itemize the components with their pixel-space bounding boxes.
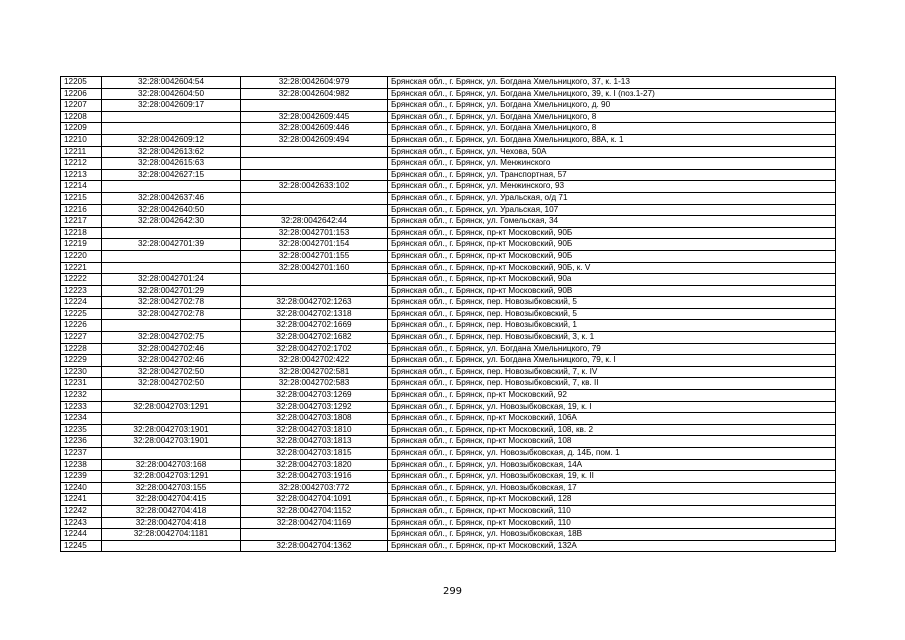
row-number-cell: 12239 bbox=[61, 471, 102, 483]
row-number-cell: 12233 bbox=[61, 401, 102, 413]
land-cadastral-number-cell: 32:28:0042702:46 bbox=[102, 343, 241, 355]
building-cadastral-number-cell bbox=[241, 529, 388, 541]
address-cell: Брянская обл., г. Брянск, ул. Менжинского, 93 bbox=[388, 181, 836, 193]
address-cell: Брянская обл., г. Брянск, пер. Новозыбковский, 5 bbox=[388, 297, 836, 309]
row-number-cell: 12224 bbox=[61, 297, 102, 309]
table-row bbox=[61, 308, 836, 320]
table-row bbox=[61, 436, 836, 448]
land-cadastral-number-cell: 32:28:0042702:78 bbox=[102, 297, 241, 309]
table-row bbox=[61, 262, 836, 274]
building-cadastral-number-cell bbox=[241, 100, 388, 112]
row-number-cell: 12220 bbox=[61, 250, 102, 262]
building-cadastral-number-cell bbox=[241, 169, 388, 181]
address-cell: Брянская обл., г. Брянск, ул. Богдана Хмельницкого, 79 bbox=[388, 343, 836, 355]
row-number-cell: 12205 bbox=[61, 77, 102, 89]
land-cadastral-number-cell: 32:28:0042637:46 bbox=[102, 192, 241, 204]
land-cadastral-number-cell: 32:28:0042604:50 bbox=[102, 88, 241, 100]
address-cell: Брянская обл., г. Брянск, пр-кт Московский, 90Б bbox=[388, 250, 836, 262]
row-number-cell: 12214 bbox=[61, 181, 102, 193]
building-cadastral-number-cell bbox=[241, 285, 388, 297]
building-cadastral-number-cell: 32:28:0042702:1669 bbox=[241, 320, 388, 332]
land-cadastral-number-cell: 32:28:0042604:54 bbox=[102, 77, 241, 89]
building-cadastral-number-cell: 32:28:0042701:160 bbox=[241, 262, 388, 274]
table-row bbox=[61, 401, 836, 413]
row-number-cell: 12243 bbox=[61, 517, 102, 529]
land-cadastral-number-cell: 32:28:0042703:1291 bbox=[102, 401, 241, 413]
table-row bbox=[61, 134, 836, 146]
table-row bbox=[61, 77, 836, 89]
table-row bbox=[61, 158, 836, 170]
building-cadastral-number-cell: 32:28:0042702:583 bbox=[241, 378, 388, 390]
address-cell: Брянская обл., г. Брянск, пр-кт Московский, 110 bbox=[388, 517, 836, 529]
address-cell: Брянская обл., г. Брянск, пр-кт Московский, 90Б, к. V bbox=[388, 262, 836, 274]
building-cadastral-number-cell: 32:28:0042609:445 bbox=[241, 111, 388, 123]
building-cadastral-number-cell bbox=[241, 274, 388, 286]
table-row bbox=[61, 540, 836, 552]
row-number-cell: 12225 bbox=[61, 308, 102, 320]
land-cadastral-number-cell: 32:28:0042702:50 bbox=[102, 378, 241, 390]
land-cadastral-number-cell bbox=[102, 320, 241, 332]
table-row bbox=[61, 88, 836, 100]
land-cadastral-number-cell: 32:28:0042704:415 bbox=[102, 494, 241, 506]
building-cadastral-number-cell: 32:28:0042703:1808 bbox=[241, 413, 388, 425]
address-cell: Брянская обл., г. Брянск, ул. Уральская, о/д 71 bbox=[388, 192, 836, 204]
row-number-cell: 12210 bbox=[61, 134, 102, 146]
row-number-cell: 12237 bbox=[61, 448, 102, 460]
table-row bbox=[61, 505, 836, 517]
row-number-cell: 12221 bbox=[61, 262, 102, 274]
address-cell: Брянская обл., г. Брянск, пер. Новозыбковский, 7, к. IV bbox=[388, 366, 836, 378]
land-cadastral-number-cell bbox=[102, 123, 241, 135]
building-cadastral-number-cell bbox=[241, 158, 388, 170]
building-cadastral-number-cell: 32:28:0042702:581 bbox=[241, 366, 388, 378]
table-row bbox=[61, 239, 836, 251]
address-cell: Брянская обл., г. Брянск, ул. Новозыбковская, 19, к. II bbox=[388, 471, 836, 483]
land-cadastral-number-cell: 32:28:0042702:46 bbox=[102, 355, 241, 367]
address-cell: Брянская обл., г. Брянск, ул. Новозыбковская, д. 14Б, пом. 1 bbox=[388, 448, 836, 460]
building-cadastral-number-cell: 32:28:0042701:155 bbox=[241, 250, 388, 262]
building-cadastral-number-cell: 32:28:0042704:1362 bbox=[241, 540, 388, 552]
table-row bbox=[61, 181, 836, 193]
building-cadastral-number-cell: 32:28:0042702:1682 bbox=[241, 332, 388, 344]
row-number-cell: 12236 bbox=[61, 436, 102, 448]
table-row bbox=[61, 192, 836, 204]
building-cadastral-number-cell bbox=[241, 192, 388, 204]
address-cell: Брянская обл., г. Брянск, пер. Новозыбковский, 5 bbox=[388, 308, 836, 320]
building-cadastral-number-cell: 32:28:0042604:982 bbox=[241, 88, 388, 100]
property-table bbox=[60, 76, 836, 552]
table-row bbox=[61, 285, 836, 297]
address-cell: Брянская обл., г. Брянск, пр-кт Московский, 108 bbox=[388, 436, 836, 448]
row-number-cell: 12218 bbox=[61, 227, 102, 239]
table-row bbox=[61, 250, 836, 262]
table-row bbox=[61, 355, 836, 367]
land-cadastral-number-cell: 32:28:0042704:1181 bbox=[102, 529, 241, 541]
table-row bbox=[61, 482, 836, 494]
row-number-cell: 12208 bbox=[61, 111, 102, 123]
address-cell: Брянская обл., г. Брянск, пр-кт Московский, 90Б bbox=[388, 239, 836, 251]
row-number-cell: 12206 bbox=[61, 88, 102, 100]
table-row bbox=[61, 494, 836, 506]
table-row bbox=[61, 343, 836, 355]
land-cadastral-number-cell: 32:28:0042701:29 bbox=[102, 285, 241, 297]
row-number-cell: 12240 bbox=[61, 482, 102, 494]
row-number-cell: 12223 bbox=[61, 285, 102, 297]
row-number-cell: 12241 bbox=[61, 494, 102, 506]
table-row bbox=[61, 169, 836, 181]
land-cadastral-number-cell bbox=[102, 181, 241, 193]
row-number-cell: 12209 bbox=[61, 123, 102, 135]
building-cadastral-number-cell: 32:28:0042703:1269 bbox=[241, 390, 388, 402]
address-cell: Брянская обл., г. Брянск, ул. Новозыбковская, 17 bbox=[388, 482, 836, 494]
address-cell: Брянская обл., г. Брянск, ул. Транспортная, 57 bbox=[388, 169, 836, 181]
address-cell: Брянская обл., г. Брянск, ул. Богдана Хмельницкого, 8 bbox=[388, 111, 836, 123]
row-number-cell: 12216 bbox=[61, 204, 102, 216]
row-number-cell: 12222 bbox=[61, 274, 102, 286]
land-cadastral-number-cell bbox=[102, 390, 241, 402]
address-cell: Брянская обл., г. Брянск, пр-кт Московский, 92 bbox=[388, 390, 836, 402]
land-cadastral-number-cell: 32:28:0042640:50 bbox=[102, 204, 241, 216]
table-row bbox=[61, 390, 836, 402]
table-row bbox=[61, 378, 836, 390]
building-cadastral-number-cell: 32:28:0042704:1169 bbox=[241, 517, 388, 529]
address-cell: Брянская обл., г. Брянск, пр-кт Московский, 106А bbox=[388, 413, 836, 425]
table-row bbox=[61, 529, 836, 541]
building-cadastral-number-cell: 32:28:0042703:1813 bbox=[241, 436, 388, 448]
building-cadastral-number-cell: 32:28:0042703:1810 bbox=[241, 424, 388, 436]
table-body bbox=[61, 77, 836, 552]
document-sheet bbox=[60, 76, 836, 552]
row-number-cell: 12245 bbox=[61, 540, 102, 552]
row-number-cell: 12226 bbox=[61, 320, 102, 332]
building-cadastral-number-cell: 32:28:0042704:1152 bbox=[241, 505, 388, 517]
address-cell: Брянская обл., г. Брянск, ул. Богдана Хмельницкого, 88А, к. 1 bbox=[388, 134, 836, 146]
address-cell: Брянская обл., г. Брянск, ул. Гомельская, 34 bbox=[388, 216, 836, 228]
address-cell: Брянская обл., г. Брянск, ул. Менжинского bbox=[388, 158, 836, 170]
address-cell: Брянская обл., г. Брянск, пр-кт Московский, 108, кв. 2 bbox=[388, 424, 836, 436]
row-number-cell: 12229 bbox=[61, 355, 102, 367]
row-number-cell: 12213 bbox=[61, 169, 102, 181]
row-number-cell: 12235 bbox=[61, 424, 102, 436]
building-cadastral-number-cell: 32:28:0042604:979 bbox=[241, 77, 388, 89]
address-cell: Брянская обл., г. Брянск, пр-кт Московский, 132А bbox=[388, 540, 836, 552]
row-number-cell: 12211 bbox=[61, 146, 102, 158]
table-row bbox=[61, 517, 836, 529]
row-number-cell: 12227 bbox=[61, 332, 102, 344]
address-cell: Брянская обл., г. Брянск, ул. Богдана Хмельницкого, 79, к. I bbox=[388, 355, 836, 367]
table-row bbox=[61, 274, 836, 286]
row-number-cell: 12212 bbox=[61, 158, 102, 170]
table-row bbox=[61, 413, 836, 425]
row-number-cell: 12228 bbox=[61, 343, 102, 355]
building-cadastral-number-cell bbox=[241, 146, 388, 158]
table-row bbox=[61, 297, 836, 309]
table-row bbox=[61, 448, 836, 460]
table-row bbox=[61, 204, 836, 216]
table-row bbox=[61, 100, 836, 112]
row-number-cell: 12231 bbox=[61, 378, 102, 390]
land-cadastral-number-cell: 32:28:0042609:12 bbox=[102, 134, 241, 146]
table-row bbox=[61, 332, 836, 344]
table-row bbox=[61, 424, 836, 436]
land-cadastral-number-cell bbox=[102, 227, 241, 239]
land-cadastral-number-cell: 32:28:0042613:62 bbox=[102, 146, 241, 158]
land-cadastral-number-cell: 32:28:0042627:15 bbox=[102, 169, 241, 181]
building-cadastral-number-cell: 32:28:0042702:1263 bbox=[241, 297, 388, 309]
land-cadastral-number-cell: 32:28:0042702:75 bbox=[102, 332, 241, 344]
land-cadastral-number-cell: 32:28:0042703:1291 bbox=[102, 471, 241, 483]
address-cell: Брянская обл., г. Брянск, пр-кт Московский, 90а bbox=[388, 274, 836, 286]
address-cell: Брянская обл., г. Брянск, пер. Новозыбковский, 7, кв. II bbox=[388, 378, 836, 390]
table-row bbox=[61, 123, 836, 135]
page-number: 299 bbox=[442, 586, 463, 597]
building-cadastral-number-cell: 32:28:0042609:446 bbox=[241, 123, 388, 135]
building-cadastral-number-cell: 32:28:0042703:1292 bbox=[241, 401, 388, 413]
land-cadastral-number-cell: 32:28:0042701:24 bbox=[102, 274, 241, 286]
address-cell: Брянская обл., г. Брянск, ул. Новозыбковская, 19, к. I bbox=[388, 401, 836, 413]
land-cadastral-number-cell: 32:28:0042703:1901 bbox=[102, 436, 241, 448]
address-cell: Брянская обл., г. Брянск, пр-кт Московский, 128 bbox=[388, 494, 836, 506]
building-cadastral-number-cell: 32:28:0042703:1815 bbox=[241, 448, 388, 460]
address-cell: Брянская обл., г. Брянск, ул. Чехова, 50А bbox=[388, 146, 836, 158]
building-cadastral-number-cell: 32:28:0042704:1091 bbox=[241, 494, 388, 506]
building-cadastral-number-cell: 32:28:0042703:1820 bbox=[241, 459, 388, 471]
address-cell: Брянская обл., г. Брянск, ул. Новозыбковская, 18В bbox=[388, 529, 836, 541]
address-cell: Брянская обл., г. Брянск, пер. Новозыбковский, 3, к. 1 bbox=[388, 332, 836, 344]
building-cadastral-number-cell: 32:28:0042701:154 bbox=[241, 239, 388, 251]
land-cadastral-number-cell bbox=[102, 111, 241, 123]
address-cell: Брянская обл., г. Брянск, пр-кт Московский, 90Б bbox=[388, 227, 836, 239]
land-cadastral-number-cell: 32:28:0042704:418 bbox=[102, 505, 241, 517]
land-cadastral-number-cell: 32:28:0042703:168 bbox=[102, 459, 241, 471]
table-row bbox=[61, 366, 836, 378]
row-number-cell: 12232 bbox=[61, 390, 102, 402]
address-cell: Брянская обл., г. Брянск, ул. Уральская, 107 bbox=[388, 204, 836, 216]
table-row bbox=[61, 216, 836, 228]
land-cadastral-number-cell bbox=[102, 448, 241, 460]
row-number-cell: 12217 bbox=[61, 216, 102, 228]
table-row bbox=[61, 227, 836, 239]
building-cadastral-number-cell: 32:28:0042702:422 bbox=[241, 355, 388, 367]
address-cell: Брянская обл., г. Брянск, пр-кт Московский, 90В bbox=[388, 285, 836, 297]
table-row bbox=[61, 471, 836, 483]
address-cell: Брянская обл., г. Брянск, ул. Богдана Хмельницкого, 39, к. I (поз.1-27) bbox=[388, 88, 836, 100]
building-cadastral-number-cell: 32:28:0042702:1702 bbox=[241, 343, 388, 355]
building-cadastral-number-cell: 32:28:0042633:102 bbox=[241, 181, 388, 193]
land-cadastral-number-cell bbox=[102, 250, 241, 262]
row-number-cell: 12238 bbox=[61, 459, 102, 471]
land-cadastral-number-cell: 32:28:0042615:63 bbox=[102, 158, 241, 170]
land-cadastral-number-cell: 32:28:0042703:155 bbox=[102, 482, 241, 494]
row-number-cell: 12207 bbox=[61, 100, 102, 112]
building-cadastral-number-cell: 32:28:0042703:772 bbox=[241, 482, 388, 494]
building-cadastral-number-cell: 32:28:0042702:1318 bbox=[241, 308, 388, 320]
building-cadastral-number-cell: 32:28:0042703:1916 bbox=[241, 471, 388, 483]
land-cadastral-number-cell: 32:28:0042609:17 bbox=[102, 100, 241, 112]
building-cadastral-number-cell bbox=[241, 204, 388, 216]
table-row bbox=[61, 459, 836, 471]
land-cadastral-number-cell: 32:28:0042704:418 bbox=[102, 517, 241, 529]
building-cadastral-number-cell: 32:28:0042609:494 bbox=[241, 134, 388, 146]
land-cadastral-number-cell bbox=[102, 413, 241, 425]
table-row bbox=[61, 146, 836, 158]
building-cadastral-number-cell: 32:28:0042642:44 bbox=[241, 216, 388, 228]
address-cell: Брянская обл., г. Брянск, пр-кт Московский, 110 bbox=[388, 505, 836, 517]
land-cadastral-number-cell: 32:28:0042702:78 bbox=[102, 308, 241, 320]
row-number-cell: 12219 bbox=[61, 239, 102, 251]
row-number-cell: 12234 bbox=[61, 413, 102, 425]
row-number-cell: 12215 bbox=[61, 192, 102, 204]
land-cadastral-number-cell: 32:28:0042703:1901 bbox=[102, 424, 241, 436]
table-row bbox=[61, 320, 836, 332]
land-cadastral-number-cell: 32:28:0042642:30 bbox=[102, 216, 241, 228]
building-cadastral-number-cell: 32:28:0042701:153 bbox=[241, 227, 388, 239]
address-cell: Брянская обл., г. Брянск, ул. Новозыбковская, 14А bbox=[388, 459, 836, 471]
address-cell: Брянская обл., г. Брянск, пер. Новозыбковский, 1 bbox=[388, 320, 836, 332]
row-number-cell: 12244 bbox=[61, 529, 102, 541]
row-number-cell: 12230 bbox=[61, 366, 102, 378]
land-cadastral-number-cell: 32:28:0042701:39 bbox=[102, 239, 241, 251]
table-row bbox=[61, 111, 836, 123]
land-cadastral-number-cell bbox=[102, 262, 241, 274]
row-number-cell: 12242 bbox=[61, 505, 102, 517]
land-cadastral-number-cell bbox=[102, 540, 241, 552]
address-cell: Брянская обл., г. Брянск, ул. Богдана Хмельницкого, д. 90 bbox=[388, 100, 836, 112]
land-cadastral-number-cell: 32:28:0042702:50 bbox=[102, 366, 241, 378]
address-cell: Брянская обл., г. Брянск, ул. Богдана Хмельницкого, 37, к. 1-13 bbox=[388, 77, 836, 89]
address-cell: Брянская обл., г. Брянск, ул. Богдана Хмельницкого, 8 bbox=[388, 123, 836, 135]
